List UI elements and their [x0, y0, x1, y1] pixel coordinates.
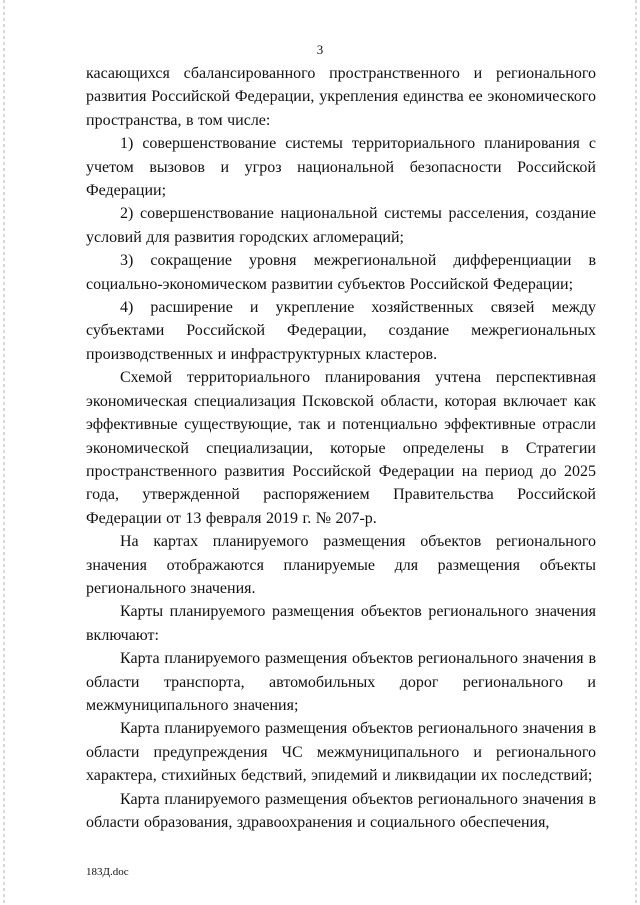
document-body: [86, 62, 596, 834]
page-number: 3: [316, 42, 324, 57]
scan-edge-right: [635, 0, 637, 905]
paragraph: На картах планируемого размещения объектов регионального значения отображаются планируемые для размещения объекты регионального значения.: [86, 533, 596, 597]
paragraph: Карты планируемого размещения объектов регионального значения включают:: [86, 603, 596, 644]
paragraph: Схемой территориального планирования учтена перспективная экономическая специализация Псковской области, которая включает как эффективные существующие, так и потенциально эффективные отрасли экономической специализации, которые определены в Стратегии пространственного развития Российской Федерации на период до 2025 года, утвержденной распоряжением Правительства Российской Федерации от 13 февраля 2019 г. № 207-р.: [86, 369, 596, 527]
scan-edge-left: [3, 0, 5, 905]
list-item: 3) сокращение уровня межрегиональной дифференциации в социально-экономическом развитии субъектов Российской Федерации;: [86, 252, 596, 293]
paragraph: касающихся сбалансированного пространственного и регионального развития Российской Федерации, укрепления единства ее экономического пространства, в том числе:: [86, 65, 596, 129]
list-item: 1) совершенствование системы территориального планирования с учетом вызовов и угроз национальной безопасности Российской Федерации;: [86, 135, 596, 200]
footer-filename: 183Д.doc: [86, 866, 129, 878]
list-item: 4) расширение и укрепление хозяйственных связей между субъектами Российской Федерации, создание межрегиональных производственных и инфраструктурных кластеров.: [86, 299, 596, 363]
list-item: 2) совершенствование национальной системы расселения, создание условий для развития городских агломераций;: [86, 205, 596, 246]
paragraph: Карта планируемого размещения объектов регионального значения в области предупреждения ЧС межмуниципального и регионального характера, стихийных бедствий, эпидемий и ликвидации их последствий;: [86, 720, 596, 785]
paragraph: Карта планируемого размещения объектов регионального значения в области транспорта, автомобильных дорог регионального и межмуниципального значения;: [86, 650, 596, 714]
paragraph: Карта планируемого размещения объектов регионального значения в области образования, здравоохранения и социального обеспечения,: [86, 790, 596, 831]
